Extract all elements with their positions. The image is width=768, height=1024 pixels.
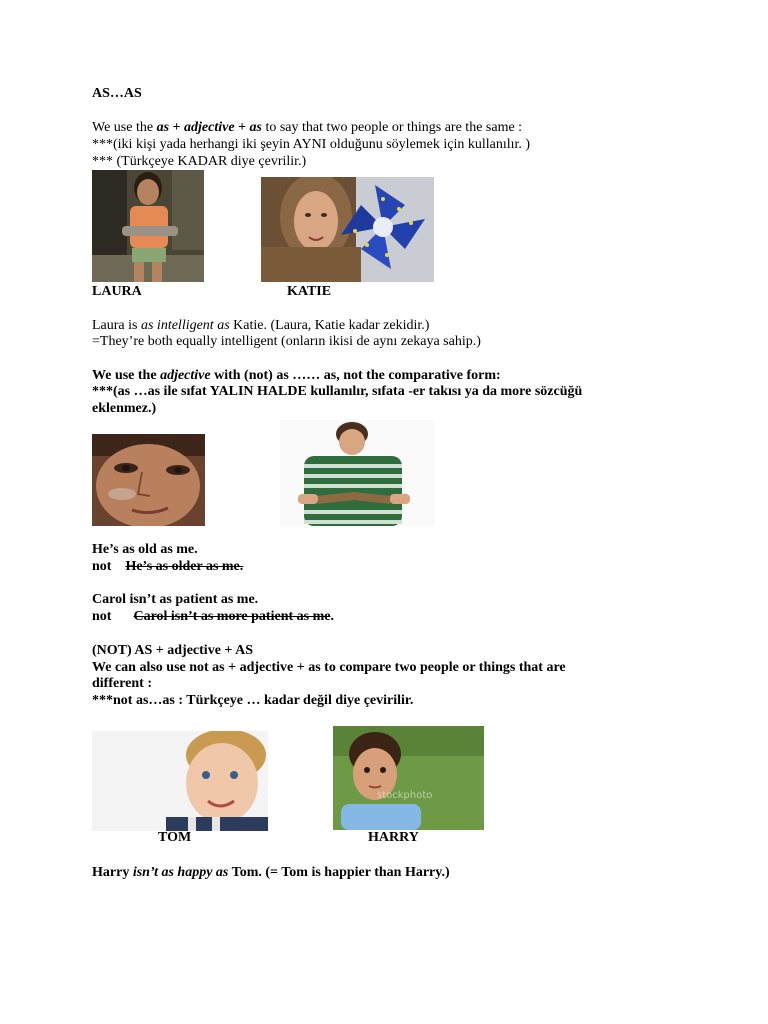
example-3-line xyxy=(92,865,450,881)
example-2-wrong-2 xyxy=(92,609,334,625)
photo-harry xyxy=(333,726,484,830)
example-pattern: isn’t as happy as xyxy=(132,865,229,880)
intro-text: We use the xyxy=(92,120,157,135)
rule-3-line-2: different : xyxy=(92,676,152,691)
boy-in-park-illustration xyxy=(333,726,484,830)
rule-2-line-1 xyxy=(92,368,501,384)
intro-pattern: as + adjective + as xyxy=(156,120,262,135)
example-1-line-2: =They’re both equally intelligent (onların ikisi de aynı zekaya sahip.) xyxy=(92,334,481,349)
photo-katie xyxy=(261,177,434,282)
intro-line-1 xyxy=(92,120,522,136)
incorrect-sentence: He’s as older as me. xyxy=(125,559,244,574)
not-label: not xyxy=(92,559,112,574)
rule-3-heading: (NOT) AS + adjective + AS xyxy=(92,643,254,658)
example-text: Katie. (Laura, Katie kadar zekidir.) xyxy=(229,318,430,333)
rule-keyword: adjective xyxy=(160,368,211,383)
boy-with-book-illustration xyxy=(280,420,435,526)
intro-text: to say that two people or things are the same : xyxy=(261,120,523,135)
sentence-end: . xyxy=(330,609,334,624)
caption-tom: TOM xyxy=(158,830,192,845)
photo-tom xyxy=(92,731,268,831)
rule-3-line-1: We can also use not as + adjective + as to compare two people or things that are xyxy=(92,660,566,675)
incorrect-sentence: Carol isn’t as more patient as me xyxy=(133,609,331,624)
example-2-wrong-1 xyxy=(92,559,243,575)
example-text: Laura is xyxy=(92,318,141,333)
example-pattern: as intelligent as xyxy=(140,318,230,333)
page-title: AS…AS xyxy=(92,86,142,101)
rule-text: with (not) as …… as, not the comparative form: xyxy=(210,368,501,383)
rule-2-line-2: ***(as …as ile sıfat YALIN HALDE kullanılır, sıfata -er takısı ya da more sözcüğü xyxy=(92,384,583,399)
caption-katie: KATIE xyxy=(287,284,332,299)
not-label: not xyxy=(92,609,112,624)
rule-3-line-3: ***not as…as : Türkçeye … kadar değil diye çevirilir. xyxy=(92,693,414,708)
photo-laura xyxy=(92,170,204,282)
rule-2-line-3: eklenmez.) xyxy=(92,401,157,416)
watermark-text: stockphoto xyxy=(377,790,433,801)
girl-with-pinwheel-illustration xyxy=(261,177,434,282)
face-closeup-illustration xyxy=(92,434,205,526)
intro-line-2: ***(iki kişi yada herhangi iki şeyin AYNI olduğunu söylemek için kullanılır. ) xyxy=(92,137,531,152)
example-1-line-1 xyxy=(92,318,429,334)
intro-line-3: *** (Türkçeye KADAR diye çevrilir.) xyxy=(92,154,307,169)
example-text: Harry xyxy=(92,865,133,880)
smiling-toddler-illustration xyxy=(92,731,268,831)
caption-harry: HARRY xyxy=(368,830,419,845)
example-text: Tom. (= Tom is happier than Harry.) xyxy=(228,865,450,880)
photo-boy-reading xyxy=(280,420,435,526)
example-2-line-1: He’s as old as me. xyxy=(92,542,198,557)
caption-laura: LAURA xyxy=(92,284,142,299)
photo-old-face xyxy=(92,434,205,526)
rule-text: We use the xyxy=(92,368,161,383)
girl-illustration xyxy=(92,170,204,282)
example-2-line-2: Carol isn’t as patient as me. xyxy=(92,592,259,607)
